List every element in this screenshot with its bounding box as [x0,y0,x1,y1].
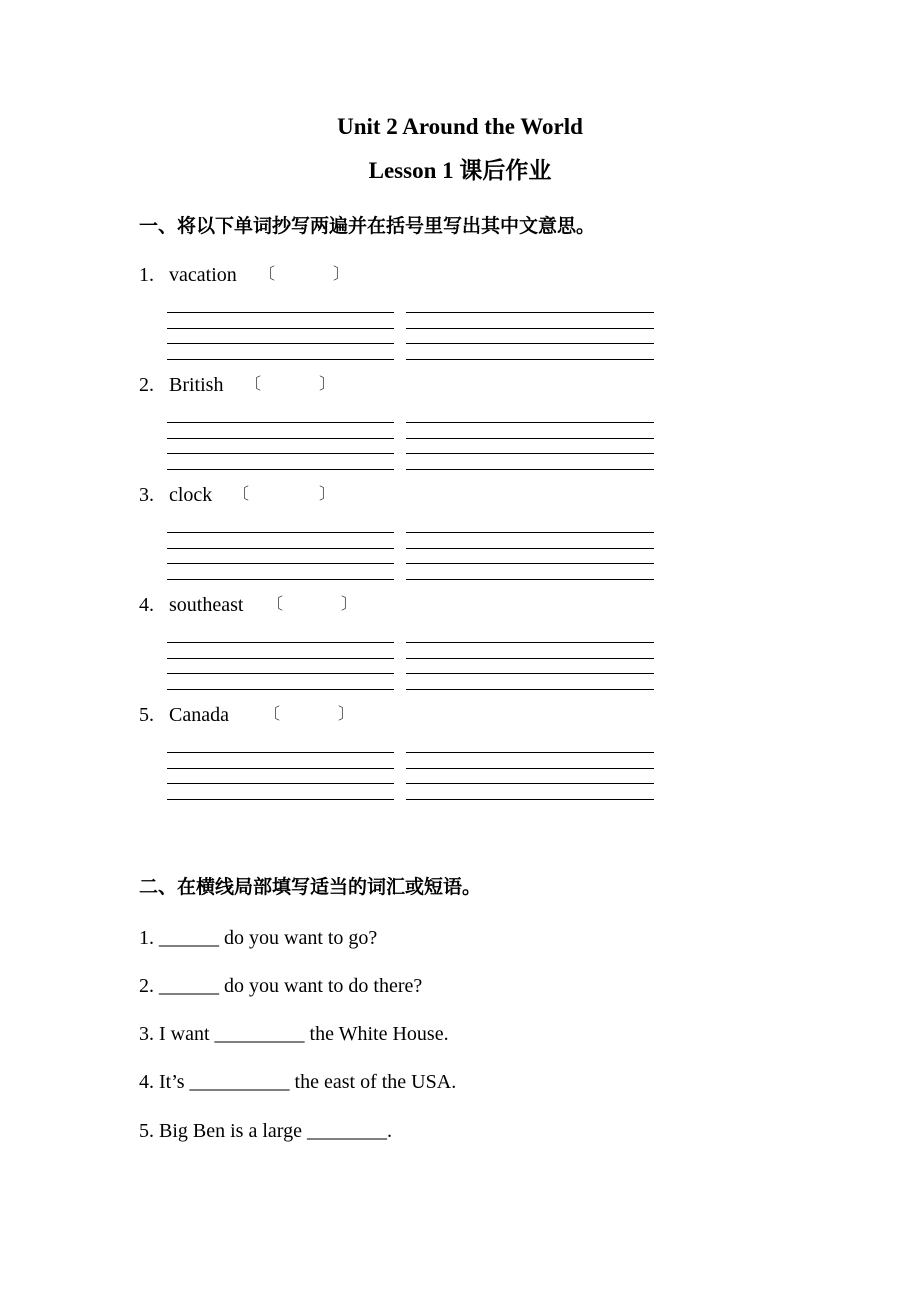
paren-close: 〕 [341,594,358,613]
fill-blank-2: 2. ______ do you want to do there? [139,975,423,997]
paren-close: 〕 [338,704,355,723]
vocab-word: British [169,374,224,396]
copy-lines [167,312,654,360]
paren-close: 〕 [319,484,336,503]
word-item-1 [139,262,659,372]
item-number: 2. [139,374,154,396]
copy-lines [167,422,654,470]
word-item-3 [139,482,659,592]
fill-blank-3: 3. I want _________ the White House. [139,1023,449,1045]
copy-lines [167,642,654,690]
vocab-word: southeast [169,594,244,616]
vocab-word: Canada [169,704,229,726]
vocab-word: clock [169,484,213,506]
fill-blank-5: 5. Big Ben is a large ________. [139,1120,392,1142]
paren-close: 〕 [333,264,350,283]
word-item-2 [139,372,659,482]
word-item-5 [139,702,659,812]
paren-open: 〔 [245,374,262,393]
item-number: 1. [139,264,154,286]
item-number: 4. [139,594,154,616]
paren-open: 〔 [233,484,250,503]
lesson-title: Lesson 1 课后作业 [368,158,552,183]
paren-open: 〔 [259,264,276,283]
paren-open: 〔 [267,594,284,613]
vocab-word: vacation [169,264,237,286]
word-item-4 [139,592,659,702]
fill-blank-4: 4. It’s __________ the east of the USA. [139,1071,457,1093]
section-1-heading: 一、将以下单词抄写两遍并在括号里写出其中文意思。 [139,215,596,237]
paren-open: 〔 [264,704,281,723]
paren-close: 〕 [319,374,336,393]
section-2-heading: 二、在横线局部填写适当的词汇或短语。 [139,876,482,898]
page-title: Unit 2 Around the World [337,114,583,139]
item-number: 3. [139,484,154,506]
fill-blank-1: 1. ______ do you want to go? [139,927,378,949]
copy-lines [167,752,654,800]
copy-lines [167,532,654,580]
item-number: 5. [139,704,154,726]
